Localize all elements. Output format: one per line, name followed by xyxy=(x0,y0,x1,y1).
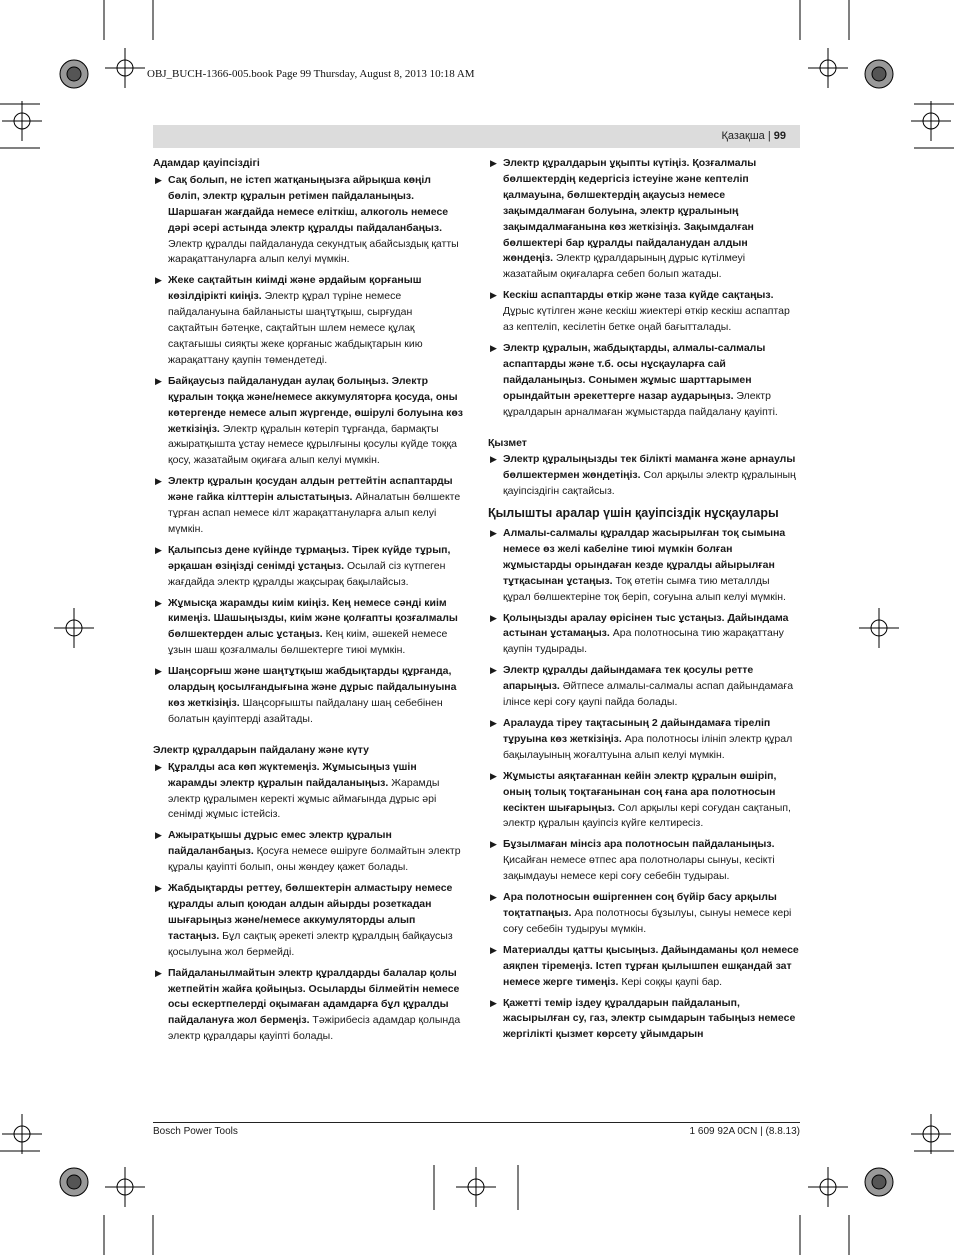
print-slug: OBJ_BUCH-1366-005.book Page 99 Thursday, August 8, 2013 10:18 AM xyxy=(147,68,475,80)
list-item: ▶ Материалды қатты қысыңыз. Дайындаманы қол немесе аяқпен тіремеңіз. Істеп тұрған қылышпен ешқандай зат немесе жерге тимеңіз. Кері соққы қаупі бар. xyxy=(490,943,799,988)
list-item: ▶ Аралауда тіреу тақтасының 2 дайындамаға тіреліп тұруына көз жеткізіңіз. Ара полотносы ілініп электр құрал бақылауының жоғалтуына алып келуі мүмкін. xyxy=(490,717,793,761)
triangle-right-icon: ▶ xyxy=(490,997,497,1008)
list-item: ▶ Жеке сақтайтын киімді және әрдайым қорғаныш көзілдірікті киіңіз. Электр құрал түріне немесе пайдалануына байланысты шаңтұтқыш, сырғудан сақтайтын бәтеңке, сақтайтын шлем немесе құлақ сақтағышы сияқты жеке қорғаныс жабдықтарын кию жарақаттану қаупін төмендетеді. xyxy=(155,274,423,366)
triangle-right-icon: ▶ xyxy=(490,718,497,728)
section-heading-large: Қылышты аралар үшін қауіпсіздік нұсқаулары xyxy=(488,506,779,521)
triangle-right-icon: ▶ xyxy=(155,476,162,487)
triangle-right-icon: ▶ xyxy=(490,342,497,353)
list-item: ▶ Электр құралын, жабдықтарды, алмалы-салмалы аспаптарды және т.б. осы нұсқауларға сай пайдаланыңыз. Сонымен жұмыс шарттарымен орындайтын әрекеттерге назар аударыңыз. Электр құралдарын арналмаған жұмыстарда пайдалану қауіпті. xyxy=(490,341,778,418)
section-heading: Қызмет xyxy=(488,436,527,449)
triangle-right-icon: ▶ xyxy=(155,597,162,608)
triangle-right-icon: ▶ xyxy=(490,454,497,465)
triangle-right-icon: ▶ xyxy=(490,290,497,301)
header-text xyxy=(721,130,786,142)
header-separator: | xyxy=(767,130,771,142)
list-item: ▶ Сақ болып, не істеп жатқаныңызға айрықша көңіл бөліп, электр құралын ретімен пайдаланыңыз. Шаршаған жағдайда немесе еліткіш, алкоголь немесе дәрі әсері астында электр құралды пайдаланбаңыз. Электр құралды пайдалануда секундтық абайсыздық қатты жарақаттануларға алып келуі мүмкін. xyxy=(155,173,459,266)
triangle-right-icon: ▶ xyxy=(155,666,162,677)
list-item: ▶ Шаңсорғыш және шаңтұтқыш жабдықтарды құрғанда, олардың қосылғандығына және дұрыс пайдалынуына көз жеткізіңіз. Шаңсорғышты пайдалану шаң себебінен болатын қауіптерді азайтады. xyxy=(155,665,457,725)
section-heading: Адамдар қауіпсіздігі xyxy=(153,157,260,169)
header-language: Қазақша xyxy=(721,130,765,142)
list-item: ▶ Ара полотносын өшіргеннен соң бүйір басу арқылы тоқтатпаңыз. Ара полотносы бұзылуы, сынуы немесе кері соғу себебін тудыруы мүмкін. xyxy=(490,891,792,935)
triangle-right-icon: ▶ xyxy=(490,839,497,850)
triangle-right-icon: ▶ xyxy=(155,375,162,386)
footer-doc-code: 1 609 92A 0CN | (8.8.13) xyxy=(689,1126,800,1137)
triangle-right-icon: ▶ xyxy=(490,770,497,781)
triangle-right-icon: ▶ xyxy=(155,830,162,841)
list-item: ▶ Электр құралдарын ұқыпты күтіңіз. Қозғалмалы бөлшектердің кедергісіз істеуіне және кептеліп қалмауына, бөлшектердің ақаусыз немесе зақымдалмаған болуына, электр құралының зақымдалмағанына көз жеткізіңіз. Зақымдалған бөлшектері бар құралды пайдаланудан алдын жөндеңіз. Электр құралдарының дұрыс күтілмеуі жазатайым оқиғаларға себеп болып жатады. xyxy=(490,157,757,281)
triangle-right-icon: ▶ xyxy=(490,158,497,168)
triangle-right-icon: ▶ xyxy=(490,892,497,903)
crosshair-mark-icon xyxy=(2,48,951,1207)
triangle-right-icon: ▶ xyxy=(155,967,162,978)
triangle-right-icon: ▶ xyxy=(490,665,497,676)
triangle-right-icon: ▶ xyxy=(155,544,162,555)
left-column xyxy=(153,156,465,1050)
right-column xyxy=(488,156,800,1048)
list-item: ▶ Қажетті темір іздеу құралдарын пайдаланып, жасырылған су, газ, электр сымдарын табыңыз немесе жергілікті қызмет көрсету ұйымдарын xyxy=(490,996,796,1041)
list-item: ▶ Пайдаланылмайтын электр құралдарды балалар қолы жетпейтін жайға қойыңыз. Осыларды білмейтін немесе осы ескертпелерді оқымаған адамдарға бұл құралды пайдалануға жол бермеңіз. Тәжірибесіз адамдар қолында электр құралдары қауіпті болады. xyxy=(155,966,461,1043)
list-item: ▶ Жұмысқа жарамды киім киіңіз. Кең немесе сәнді киім кимеңіз. Шашыңызды, киім және қолғапты қозғалмалы бөлшектерден алыс ұстаңыз. Кең киім, әшекей немесе ұзын шаш қозғалмалы бөлшектерге тиюі мүмкін. xyxy=(155,596,458,657)
list-item: ▶ Жабдықтарды реттеу, бөлшектерін алмастыру немесе құралды алып қоюдан алдын айырды розеткадан шығарыңыз және/немесе аккумуляторды алып тастаңыз. Бұл сақтық әрекеті электр құралдың байқаусыз қосылуына жол бермейді. xyxy=(155,882,453,958)
list-item: ▶ Ажыратқышы дұрыс емес электр құралын пайдаланбаңыз. Қосуға немесе өшіруге болмайтын электр құралы қауіпті болып, оны жөндеу қажет болады. xyxy=(155,829,461,874)
list-item: ▶ Құралды аса көп жүктемеңіз. Жұмысыңыз үшін жарамды электр құралын пайдаланыңыз. Жарамды электр құралымен керекті жұмыс аймағында дұрыс әрі сенімді жұмыс істейсіз. xyxy=(155,760,440,821)
triangle-right-icon: ▶ xyxy=(490,944,497,955)
triangle-right-icon: ▶ xyxy=(155,275,162,286)
footer-publisher: Bosch Power Tools xyxy=(153,1126,238,1137)
list-item: ▶ Электр құралыңызды тек білікті маманға және арнаулы бөлшектермен жөндетіңіз. Сол арқылы электр құралының қауіпсіздігін сақтайсыз. xyxy=(490,453,796,498)
list-item: ▶ Байқаусыз пайдаланудан аулақ болыңыз. Электр құралын тоққа және/немесе аккумуляторға қосуда, оны көтергенде немесе алып жүргенде, өшірулі болуына көз жеткізіңіз. Электр құралын көтеріп тұрғанда, бармақты ажыратқышта ұстау немесе құрылғыны қосулы күйде тоққа қосу, жазатайым оқиғаға алып келуі мүмкін. xyxy=(155,374,464,467)
triangle-right-icon: ▶ xyxy=(490,528,497,539)
triangle-right-icon: ▶ xyxy=(490,612,497,623)
triangle-right-icon: ▶ xyxy=(155,883,162,894)
footer-divider xyxy=(153,1122,800,1123)
section-heading: Электр құралдарын пайдалану және күту xyxy=(153,743,369,756)
list-item: ▶ Электр құралын қосудан алдын реттейтін аспаптарды және гайка кілттерін алыстатыңыз. Айналатын бөлшекте тұрған аспап немесе кілт жарақаттануларға алып келуі мүмкін. xyxy=(155,475,461,535)
list-item: ▶ Электр құралды дайындамаға тек қосулы ретте апарыңыз. Әйтпесе алмалы-салмалы аспап дайындамаға ілінсе кері соғу қаупі пайда болады. xyxy=(490,664,794,709)
list-item: ▶ Жұмысты аяқтағаннан кейін электр құралын өшіріп, оның толық тоқтағанынан соң ғана ара полотносын кесіктен шығарыңыз. Сол арқылы кері соғудан сақтанып, электр құралын қауіпсіз күйге келтиресіз. xyxy=(490,769,791,830)
list-item: ▶ Қалыпсыз дене күйінде тұрмаңыз. Тірек күйде тұрып, әрқашан өзіңізді сенімді ұстаңыз. Осылай сіз күтпеген жағдайда электр құралды жақсырақ бақылайсыз. xyxy=(155,543,451,588)
list-item: ▶ Бұзылмаған мінсіз ара полотносын пайдаланыңыз. Қисайған немесе өтпес ара полотнолары сынуы, кесіктi зақымдауы немесе кері соғу себебін тудыраы. xyxy=(490,838,775,883)
page-header xyxy=(153,125,800,148)
triangle-right-icon: ▶ xyxy=(155,174,162,185)
triangle-right-icon: ▶ xyxy=(155,761,162,772)
list-item: ▶ Алмалы-салмалы құралдар жасырылған тоқ сымына немесе өз желі кабеліне тиюі мүмкін болған жұмыстарды орындаған кезде құралды айырылған тұтқасынан ұстаңыз. Тоқ өтетін сымға тию металлды құрал бөлшектеріне тоқ беріп, соғуына алып келуі мүмкін. xyxy=(490,527,786,603)
page-number: 99 xyxy=(773,130,786,142)
list-item: ▶ Қолыңызды аралау өрісінен тыс ұстаңыз. Дайындама астынан ұстамаңыз. Ара полотносына тию жарақаттану қаупін тудырады. xyxy=(490,611,789,656)
list-item: ▶ Кескіш аспаптарды өткір және таза күйде сақтаңыз. Дұрыс күтілген және кескіш жиектері өткір кескіш аспаптар аз кептеліп, кесілетін бетке оңай бағытталады. xyxy=(490,289,790,334)
